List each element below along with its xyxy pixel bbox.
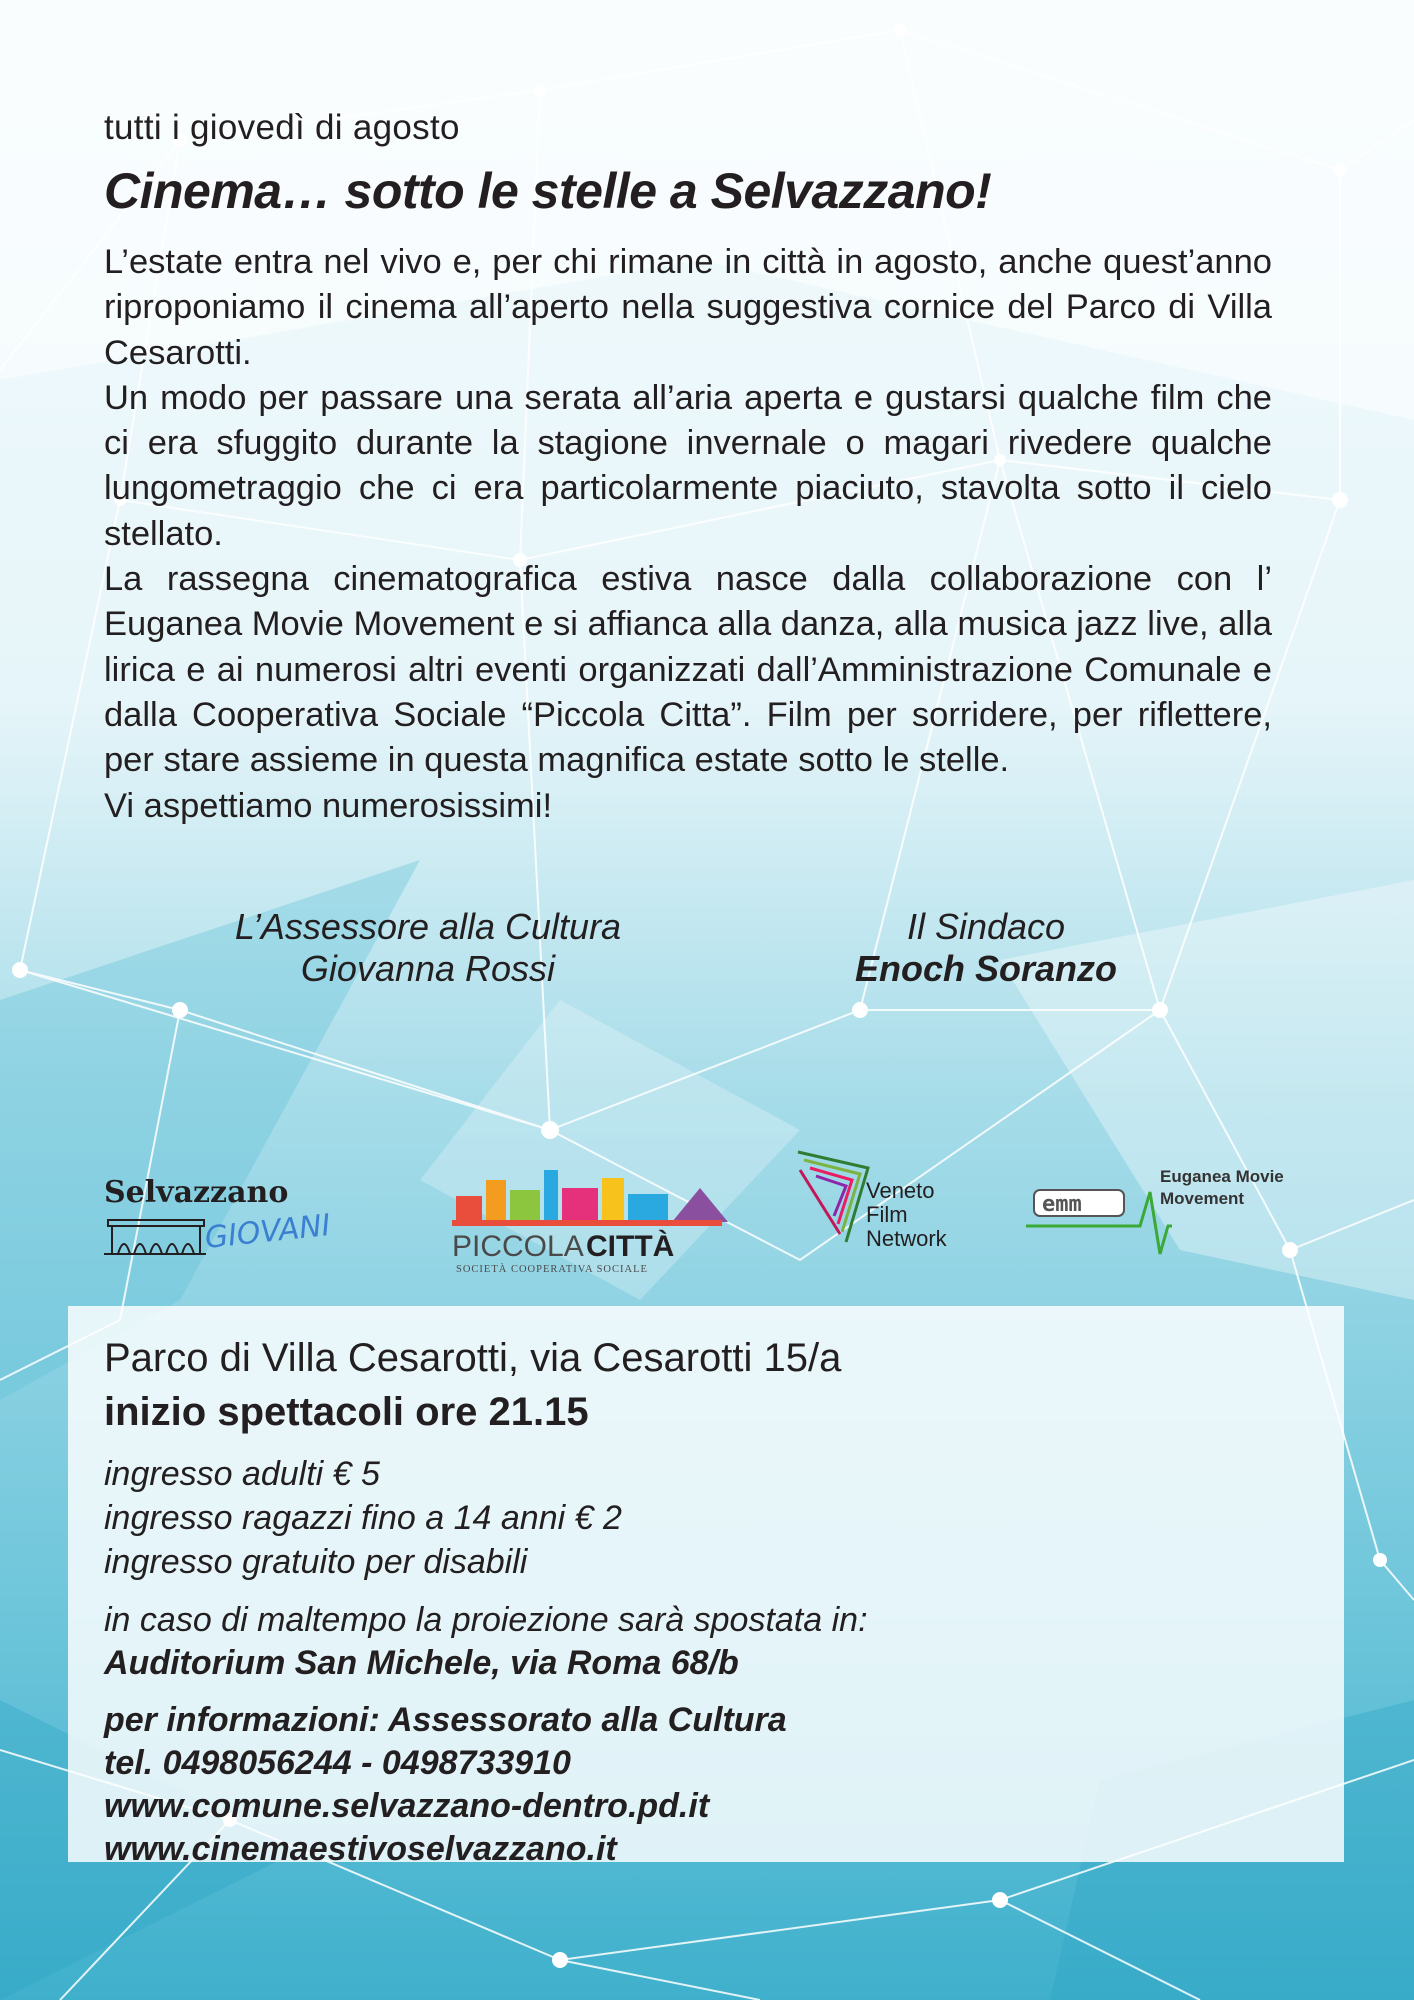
signature-name: Enoch Soranzo bbox=[854, 948, 1118, 989]
intro-paragraph: La rassegna cinematografica estiva nasce dalla collaborazione con l’ Euganea Movie Movement e si affianca alla danza, alla musica jazz live, alla lirica e ai numerosi altri eventi organizzati dall’Amministrazione Comunale e dalla Cooperativa Sociale “Piccola Citta”. Film per sorridere, per riflettere, per stare assieme in questa magnifica estate sotto le stelle. bbox=[104, 560, 1272, 780]
website-link[interactable]: www.comune.selvazzano-dentro.pd.it bbox=[104, 1787, 710, 1825]
euganea-movie-movement-logo bbox=[1026, 1167, 1284, 1254]
logo-vfn-line1: Veneto bbox=[866, 1178, 935, 1203]
logo-emm-line1: Euganea Movie bbox=[1160, 1167, 1284, 1186]
logo-vfn-line3: Network bbox=[866, 1226, 947, 1251]
signature-role: L’Assessore alla Cultura bbox=[234, 906, 622, 947]
signature-sindaco bbox=[836, 906, 1136, 990]
logo-vfn-line2: Film bbox=[866, 1202, 908, 1227]
signature-role: Il Sindaco bbox=[906, 906, 1066, 947]
price-line: ingresso gratuito per disabili bbox=[104, 1543, 528, 1581]
website-link[interactable]: www.cinemaestivoselvazzano.it bbox=[104, 1830, 617, 1868]
price-line: ingresso adulti € 5 bbox=[104, 1455, 380, 1493]
bad-weather-venue: Auditorium San Michele, via Roma 68/b bbox=[104, 1644, 739, 1682]
intro-paragraph: L’estate entra nel vivo e, per chi rimane in città in agosto, anche quest’anno riproponiamo il cinema all’aperto nella suggestiva cornice del Parco di Villa Cesarotti. bbox=[104, 243, 1272, 372]
intro-paragraph: Un modo per passare una serata all’aria aperta e gustarsi qualche film che ci era sfuggito durante la stagione invernale o magari rivedere qualche lungometraggio che ci era particolarmente piaciuto, stavolta sotto il cielo stellato. bbox=[104, 378, 1272, 553]
logo-emm-mark: emm bbox=[1042, 1192, 1082, 1217]
selvazzano-giovani-logo bbox=[104, 1175, 332, 1256]
price-line: ingresso ragazzi fino a 14 anni € 2 bbox=[104, 1499, 622, 1537]
logo-piccola-subtitle: SOCIETÀ COOPERATIVA SOCIALE bbox=[456, 1264, 648, 1275]
intro-paragraph: Vi aspettiamo numerosissimi! bbox=[104, 786, 553, 825]
start-time: inizio spettacoli ore 21.15 bbox=[104, 1390, 589, 1434]
logo-citta-text: CITTÀ bbox=[586, 1230, 675, 1263]
piccola-citta-logo bbox=[452, 1170, 728, 1275]
signature-name: Giovanna Rossi bbox=[300, 948, 556, 989]
intro-text bbox=[104, 240, 1272, 829]
logo-piccola-text: PICCOLA bbox=[452, 1230, 584, 1263]
logo-selvazzano-text: Selvazzano bbox=[104, 1175, 289, 1210]
logo-emm-line2: Movement bbox=[1160, 1189, 1245, 1208]
contact-line: per informazioni: Assessorato alla Cultura bbox=[104, 1701, 787, 1739]
venue-address: Parco di Villa Cesarotti, via Cesarotti 15/a bbox=[104, 1336, 842, 1380]
veneto-film-network-logo bbox=[798, 1152, 948, 1251]
logo-giovani-text: GIOVANI bbox=[203, 1207, 333, 1256]
sponsor-logos bbox=[0, 1130, 1414, 1280]
event-headline: Cinema… sotto le stelle a Selvazzano! bbox=[104, 163, 992, 219]
event-subtitle: tutti i giovedì di agosto bbox=[104, 108, 460, 147]
contact-phone: tel. 0498056244 - 0498733910 bbox=[104, 1744, 571, 1782]
signature-assessore bbox=[208, 906, 648, 990]
bad-weather-note: in caso di maltempo la proiezione sarà spostata in: bbox=[104, 1601, 868, 1639]
event-info-panel bbox=[68, 1306, 1344, 1868]
